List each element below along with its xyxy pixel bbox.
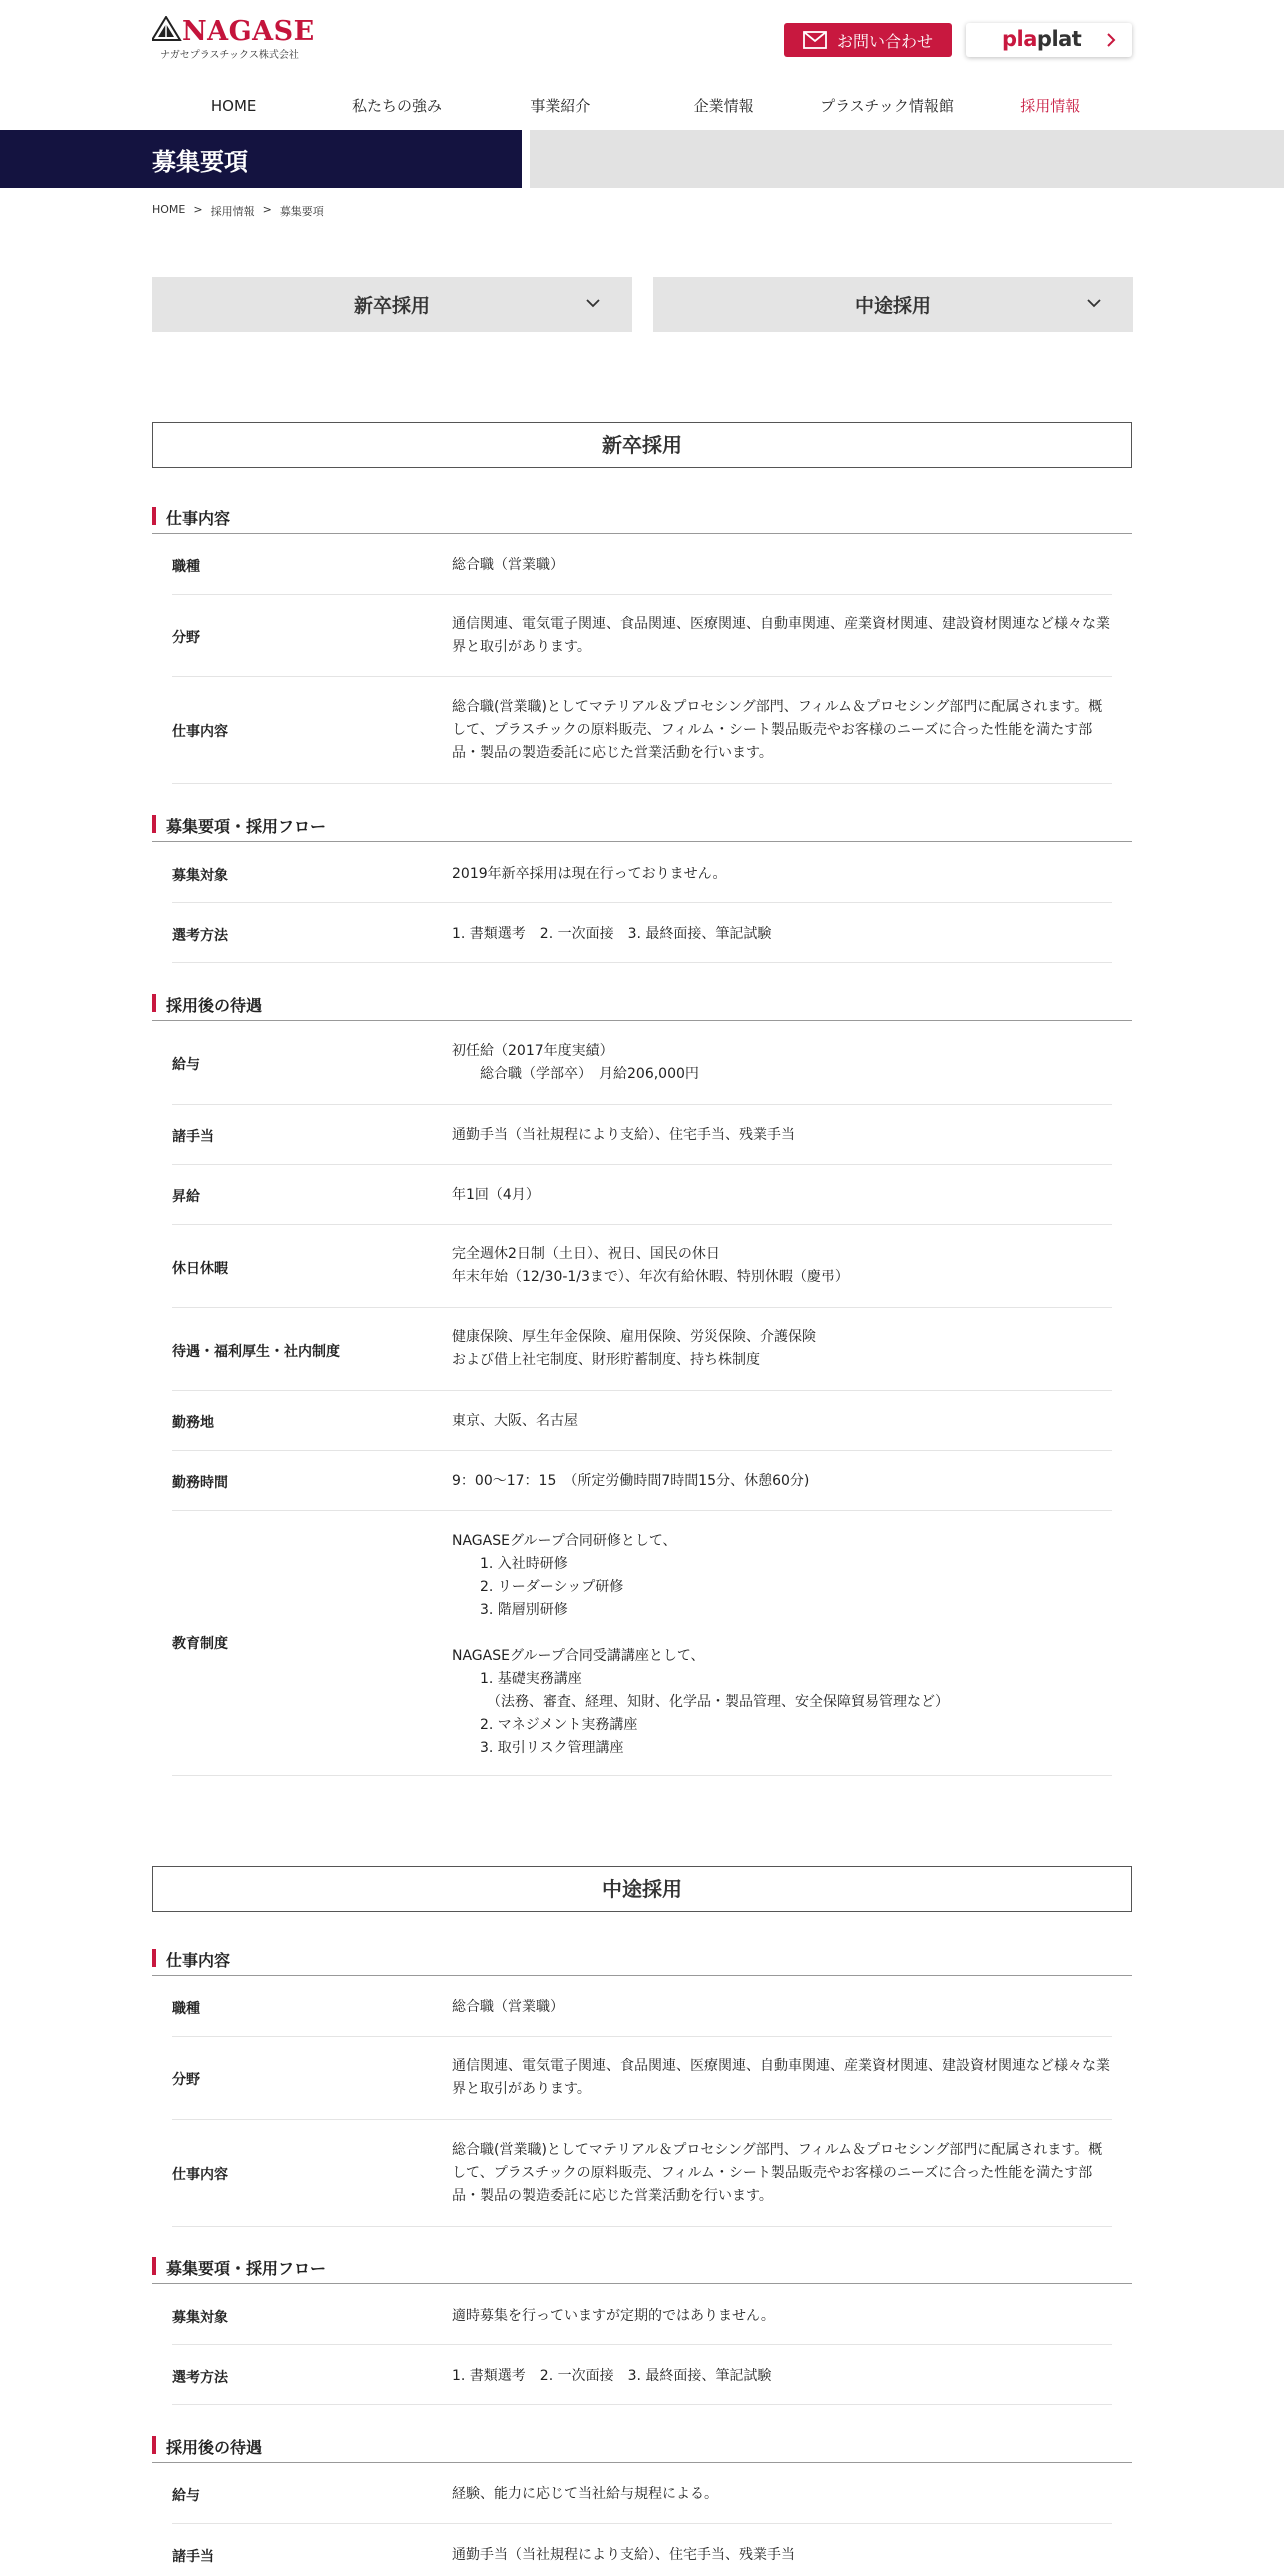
logo-subtitle: ナガセプラスチックス株式会社: [160, 50, 299, 61]
table-row: 分野 通信関連、電気電子関連、食品関連、医療関連、自動車関連、産業資材関連、建設資材関連など様々な業界と取引があります。: [172, 2037, 1112, 2120]
nav-home[interactable]: HOME: [210, 97, 257, 115]
accent-bar: [152, 507, 156, 525]
nav-business[interactable]: 事業紹介: [530, 97, 591, 115]
tab-label: 中途採用: [854, 295, 931, 317]
contact-button[interactable]: [784, 23, 952, 57]
plaplat-logo: plaplat: [1002, 27, 1082, 51]
tab-label: 新卒採用: [353, 295, 430, 317]
title-band-gray: [530, 130, 1284, 188]
mail-icon: [803, 31, 827, 49]
new-graduate-tab[interactable]: [152, 277, 632, 332]
section-title-mid-career: 中途採用: [152, 1866, 1132, 1912]
table-row: 選考方法 1. 書類選考 2. 一次面接 3. 最終面接、筆記試験: [172, 2345, 1112, 2405]
table-row: 待遇・福利厚生・社内制度 健康保険、厚生年金保険、雇用保険、労災保険、介護保険 および借上社宅制度、財形貯蓄制度、持ち株制度: [172, 1308, 1112, 1391]
nav-plastic-info[interactable]: プラスチック情報館: [820, 97, 954, 115]
nagase-mark-icon: [152, 16, 182, 42]
table-row: 勤務地 東京、大阪、名古屋: [172, 1391, 1112, 1451]
subheading: 仕事内容: [152, 1946, 1132, 1976]
table-row: 諸手当 通勤手当（当社規程により支給）、住宅手当、残業手当: [172, 1105, 1112, 1165]
breadcrumb: [152, 203, 324, 219]
accent-bar: [152, 2436, 156, 2454]
mid-career-tab[interactable]: [653, 277, 1133, 332]
contact-label: お問い合わせ: [836, 31, 933, 51]
global-nav: [152, 90, 1132, 122]
table-row: 選考方法 1. 書類選考 2. 一次面接 3. 最終面接、筆記試験: [172, 903, 1112, 963]
table-row: 職種 総合職（営業職）: [172, 1977, 1112, 2037]
breadcrumb-recruit[interactable]: 採用情報: [210, 205, 255, 218]
nav-strengths[interactable]: 私たちの強み: [351, 97, 442, 115]
table-row: 勤務時間 9：00〜17：15 （所定労働時間7時間15分、休憩60分): [172, 1451, 1112, 1511]
nav-recruit[interactable]: 採用情報: [1020, 97, 1081, 115]
table-row: 職種 総合職（営業職）: [172, 535, 1112, 595]
plaplat-button[interactable]: [966, 23, 1132, 57]
chevron-right-icon: [1106, 33, 1116, 47]
breadcrumb-current: 募集要項: [279, 205, 324, 218]
table-row: 募集対象 2019年新卒採用は現在行っておりません。: [172, 843, 1112, 903]
logo-name: NAGASE: [182, 16, 315, 47]
section-title-new-graduate: 新卒採用: [152, 422, 1132, 468]
table-row: 休日休暇 完全週休2日制（土日）、祝日、国民の休日 年末年始（12/30-1/3まで）、年次有給休暇、特別休暇（慶弔）: [172, 1225, 1112, 1308]
accent-bar: [152, 815, 156, 833]
subheading: 募集要項・採用フロー: [152, 812, 1132, 842]
table-row: 給与 経験、能力に応じて当社給与規程による。: [172, 2464, 1112, 2524]
chevron-down-icon: [1087, 298, 1101, 308]
accent-bar: [152, 994, 156, 1012]
breadcrumb-separator: >: [193, 203, 203, 216]
table-row: 募集対象 適時募集を行っていますが定期的ではありません。: [172, 2285, 1112, 2345]
subheading: 採用後の待遇: [152, 2433, 1132, 2463]
subheading: 仕事内容: [152, 504, 1132, 534]
table-row: 仕事内容 総合職(営業職)としてマテリアル＆プロセシング部門、フィルム＆プロセシング部門に配属されます。概して、プラスチックの原料販売、フィルム・シート製品販売やお客様のニーズに合った性能を満たす部品・製品の製造委託に応じた営業活動を行います。: [172, 677, 1112, 784]
accent-bar: [152, 1949, 156, 1967]
table-row: 教育制度 NAGASEグループ合同研修として、 1. 入社時研修 2. リーダーシップ研修 3. 階層別研修 NAGASEグループ合同受講講座として、 1. 基礎実務講座 （法務、審査、経理、知財、化学品・製品管理、安全保障貿易管理など） 2. マネジメント実務講座 3. 取引リスク管理講座: [172, 1511, 1112, 1776]
accent-bar: [152, 2257, 156, 2275]
table-row: 分野 通信関連、電気電子関連、食品関連、医療関連、自動車関連、産業資材関連、建設資材関連など様々な業界と取引があります。: [172, 595, 1112, 677]
page-title-band: [0, 130, 522, 188]
breadcrumb-home[interactable]: HOME: [152, 203, 186, 216]
table-row: 仕事内容 総合職(営業職)としてマテリアル＆プロセシング部門、フィルム＆プロセシング部門に配属されます。概して、プラスチックの原料販売、フィルム・シート製品販売やお客様のニーズに合った性能を満たす部品・製品の製造委託に応じた営業活動を行います。: [172, 2120, 1112, 2227]
site-header: [0, 0, 1284, 130]
chevron-down-icon: [586, 298, 600, 308]
table-row: 給与 初任給（2017年度実績） 総合職（学部卒） 月給206,000円: [172, 1022, 1112, 1105]
table-row: 諸手当 通勤手当（当社規程により支給）、住宅手当、残業手当: [172, 2547, 795, 2565]
nagase-logo[interactable]: [152, 14, 322, 64]
subheading: 募集要項・採用フロー: [152, 2254, 1132, 2284]
breadcrumb-separator: >: [262, 203, 272, 216]
page-title: 募集要項: [152, 148, 248, 176]
nav-company[interactable]: 企業情報: [693, 97, 754, 115]
subheading: 採用後の待遇: [152, 991, 1132, 1021]
table-row: 昇給 年1回（4月）: [172, 1165, 1112, 1225]
